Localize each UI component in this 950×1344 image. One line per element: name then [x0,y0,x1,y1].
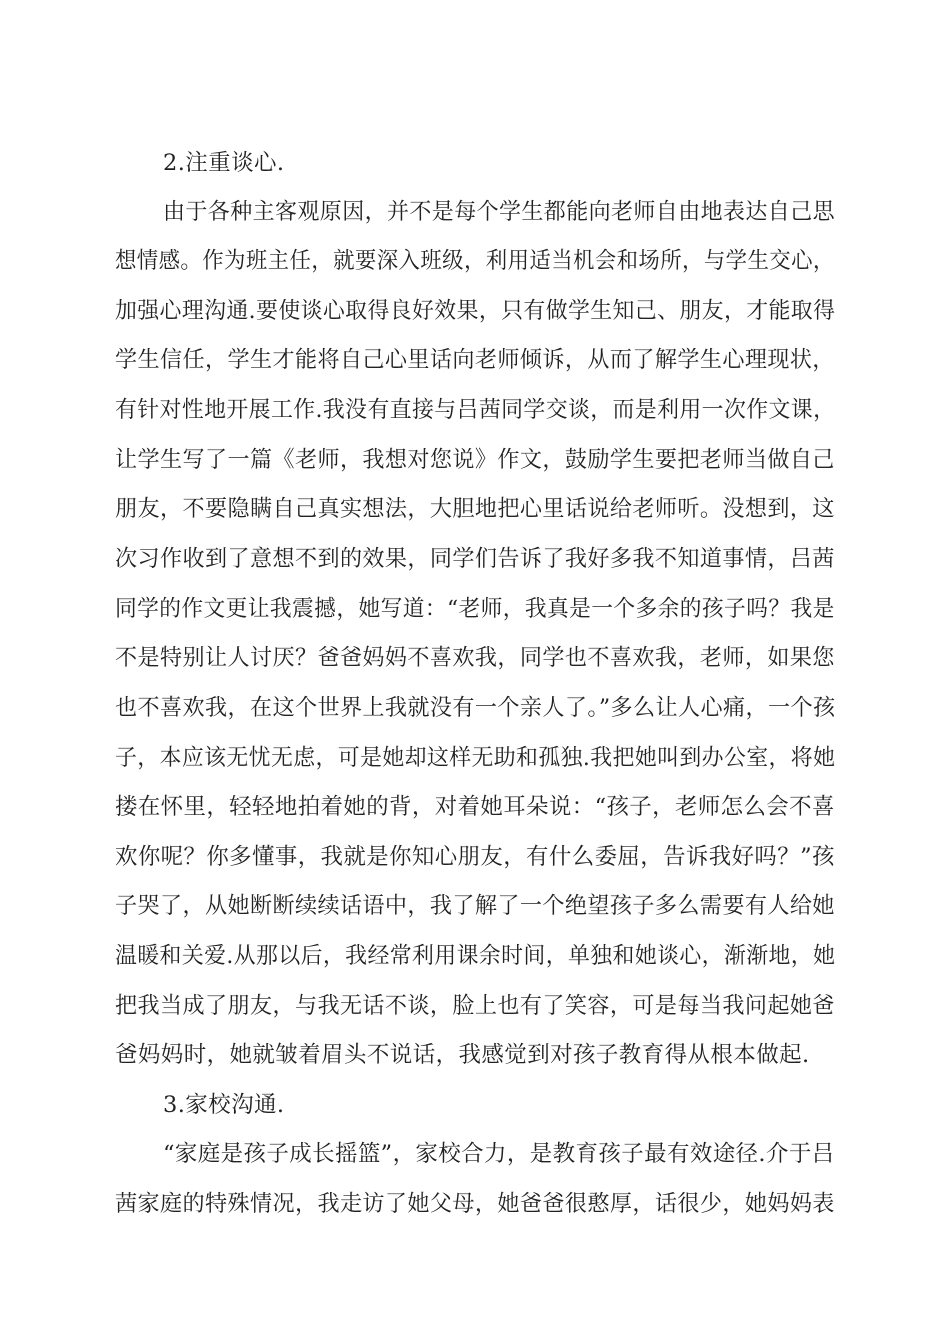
paragraph-line: 加强心理沟通.要使谈心取得良好效果，只有做学生知己、朋友，才能取得 [115,298,836,324]
paragraph-line: 同学的作文更让我震撼，她写道：“老师，我真是一个多余的孩子吗？我是 [115,596,835,622]
paragraph-line: 想情感。作为班主任，就要深入班级，利用适当机会和场所，与学生交心， [115,248,835,274]
paragraph-line: 把我当成了朋友，与我无话不谈，脸上也有了笑容，可是每当我问起她爸 [115,993,835,1019]
paragraph-line: 子，本应该无忧无虑，可是她却这样无助和孤独.我把她叫到办公室，将她 [115,745,836,771]
paragraph-line: 不是特别让人讨厌？爸爸妈妈不喜欢我，同学也不喜欢我，老师，如果您 [115,645,835,671]
paragraph-line: 学生信任，学生才能将自己心里话向老师倾诉，从而了解学生心理现状， [115,347,835,373]
section-heading-2: 2.注重谈心. [163,150,285,176]
paragraph-line: 让学生写了一篇《老师，我想对您说》作文，鼓励学生要把老师当做自己 [115,447,835,473]
paragraph-line: 搂在怀里，轻轻地拍着她的背，对着她耳朵说：“孩子，老师怎么会不喜 [115,794,835,820]
section-heading-3: 3.家校沟通. [163,1092,285,1118]
paragraph-line: 子哭了，从她断断续续话语中，我了解了一个绝望孩子多么需要有人给她 [115,893,835,919]
paragraph-line: 有针对性地开展工作.我没有直接与吕茜同学交谈，而是利用一次作文课， [115,397,836,423]
paragraph-line: 次习作收到了意想不到的效果，同学们告诉了我好多我不知道事情，吕茜 [115,546,835,572]
paragraph-line: 欢你呢？你多懂事，我就是你知心朋友，有什么委屈，告诉我好吗？”孩 [115,844,835,870]
paragraph-line: 由于各种主客观原因，并不是每个学生都能向老师自由地表达自己思 [163,199,836,225]
paragraph-line: “家庭是孩子成长摇篮”，家校合力，是教育孩子最有效途径.介于吕 [163,1141,835,1167]
paragraph-line: 朋友，不要隐瞒自己真实想法，大胆地把心里话说给老师听。没想到，这 [115,496,835,522]
paragraph-line: 温暖和关爱.从那以后，我经常利用课余时间，单独和她谈心，渐渐地，她 [115,943,836,969]
paragraph-line: 爸妈妈时，她就皱着眉头不说话，我感觉到对孩子教育得从根本做起. [115,1042,810,1068]
paragraph-line: 也不喜欢我，在这个世界上我就没有一个亲人了。”多么让人心痛，一个孩 [115,695,836,721]
paragraph-line: 茜家庭的特殊情况，我走访了她父母，她爸爸很憨厚，话很少，她妈妈表 [115,1191,835,1217]
